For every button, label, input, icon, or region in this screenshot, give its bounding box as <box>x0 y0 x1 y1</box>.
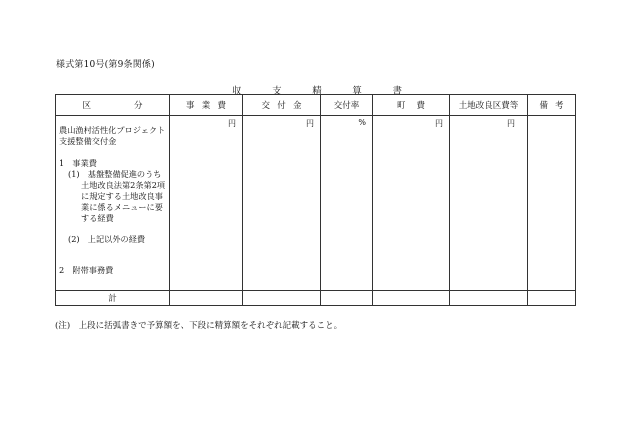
header-char: 考 <box>554 101 564 111</box>
header-char: 事 <box>186 101 195 111</box>
total-grant <box>243 291 321 306</box>
total-land-improvement-cost <box>450 291 528 306</box>
item-project-cost: 1 事業費 <box>59 158 97 168</box>
header-project-cost <box>170 95 243 116</box>
remarks-cell <box>528 116 576 291</box>
grant-cell <box>243 116 321 291</box>
unit-yen: 円 <box>435 119 443 128</box>
title-char: 算 <box>352 86 362 97</box>
header-char: 町 <box>397 101 406 111</box>
total-grant-rate <box>321 291 373 306</box>
header-grant-rate: 交付率 <box>321 95 373 116</box>
unit-percent: % <box>358 118 366 127</box>
item-sub1-line-4: 業に係るメニューに要 <box>81 202 163 212</box>
body-row <box>56 116 576 291</box>
header-category <box>56 95 170 116</box>
header-char: 備 <box>539 101 549 111</box>
title-char: 精 <box>312 86 322 97</box>
total-label: 計 <box>56 291 170 306</box>
header-grant <box>243 95 321 116</box>
title-char: 支 <box>272 86 282 97</box>
settlement-table <box>55 94 576 306</box>
title-char: 収 <box>232 86 242 97</box>
title-char: 書 <box>392 86 402 97</box>
grant-name-line-2: 支援整備交付金 <box>59 136 117 146</box>
total-town-cost <box>373 291 450 306</box>
unit-yen: 円 <box>228 119 236 128</box>
item-sub1-line-2: 土地改良法第2条第2項 <box>81 180 166 190</box>
header-town-cost <box>373 95 450 116</box>
unit-yen: 円 <box>507 119 515 128</box>
item-incidental-expenses: 2 附帯事務費 <box>59 265 114 275</box>
town-cost-cell <box>373 116 450 291</box>
total-project-cost <box>170 291 243 306</box>
header-land-improvement-cost: 土地改良区費等 <box>450 95 528 116</box>
header-char: 付 <box>277 101 286 111</box>
item-sub1-line-5: する経費 <box>81 213 114 223</box>
item-sub1-line-1: (1) 基盤整備促進のうち <box>68 169 162 179</box>
project-cost-cell <box>170 116 243 291</box>
header-char: 業 <box>201 101 211 111</box>
item-sub2: (2) 上記以外の経費 <box>68 234 146 244</box>
form-number: 様式第10号(第9条関係) <box>56 60 155 70</box>
item-sub1-line-3: に規定する土地改良事 <box>81 191 163 201</box>
header-char: 費 <box>416 101 425 111</box>
header-char: 分 <box>133 101 143 111</box>
header-char: 区 <box>82 101 92 111</box>
grant-rate-cell <box>321 116 373 291</box>
category-cell <box>56 116 170 291</box>
header-char: 交 <box>261 101 271 111</box>
total-row <box>56 291 576 306</box>
total-remarks <box>528 291 576 306</box>
header-char: 金 <box>292 101 302 111</box>
grant-name-line-1: 農山漁村活性化プロジェクト <box>59 125 166 135</box>
header-char: 費 <box>217 101 226 111</box>
footnote: (注) 上段に括弧書きで予算額を、下段に精算額をそれぞれ記載すること。 <box>55 321 343 331</box>
header-remarks <box>528 95 576 116</box>
header-row <box>56 95 576 116</box>
unit-yen: 円 <box>306 119 314 128</box>
land-improvement-cost-cell <box>450 116 528 291</box>
